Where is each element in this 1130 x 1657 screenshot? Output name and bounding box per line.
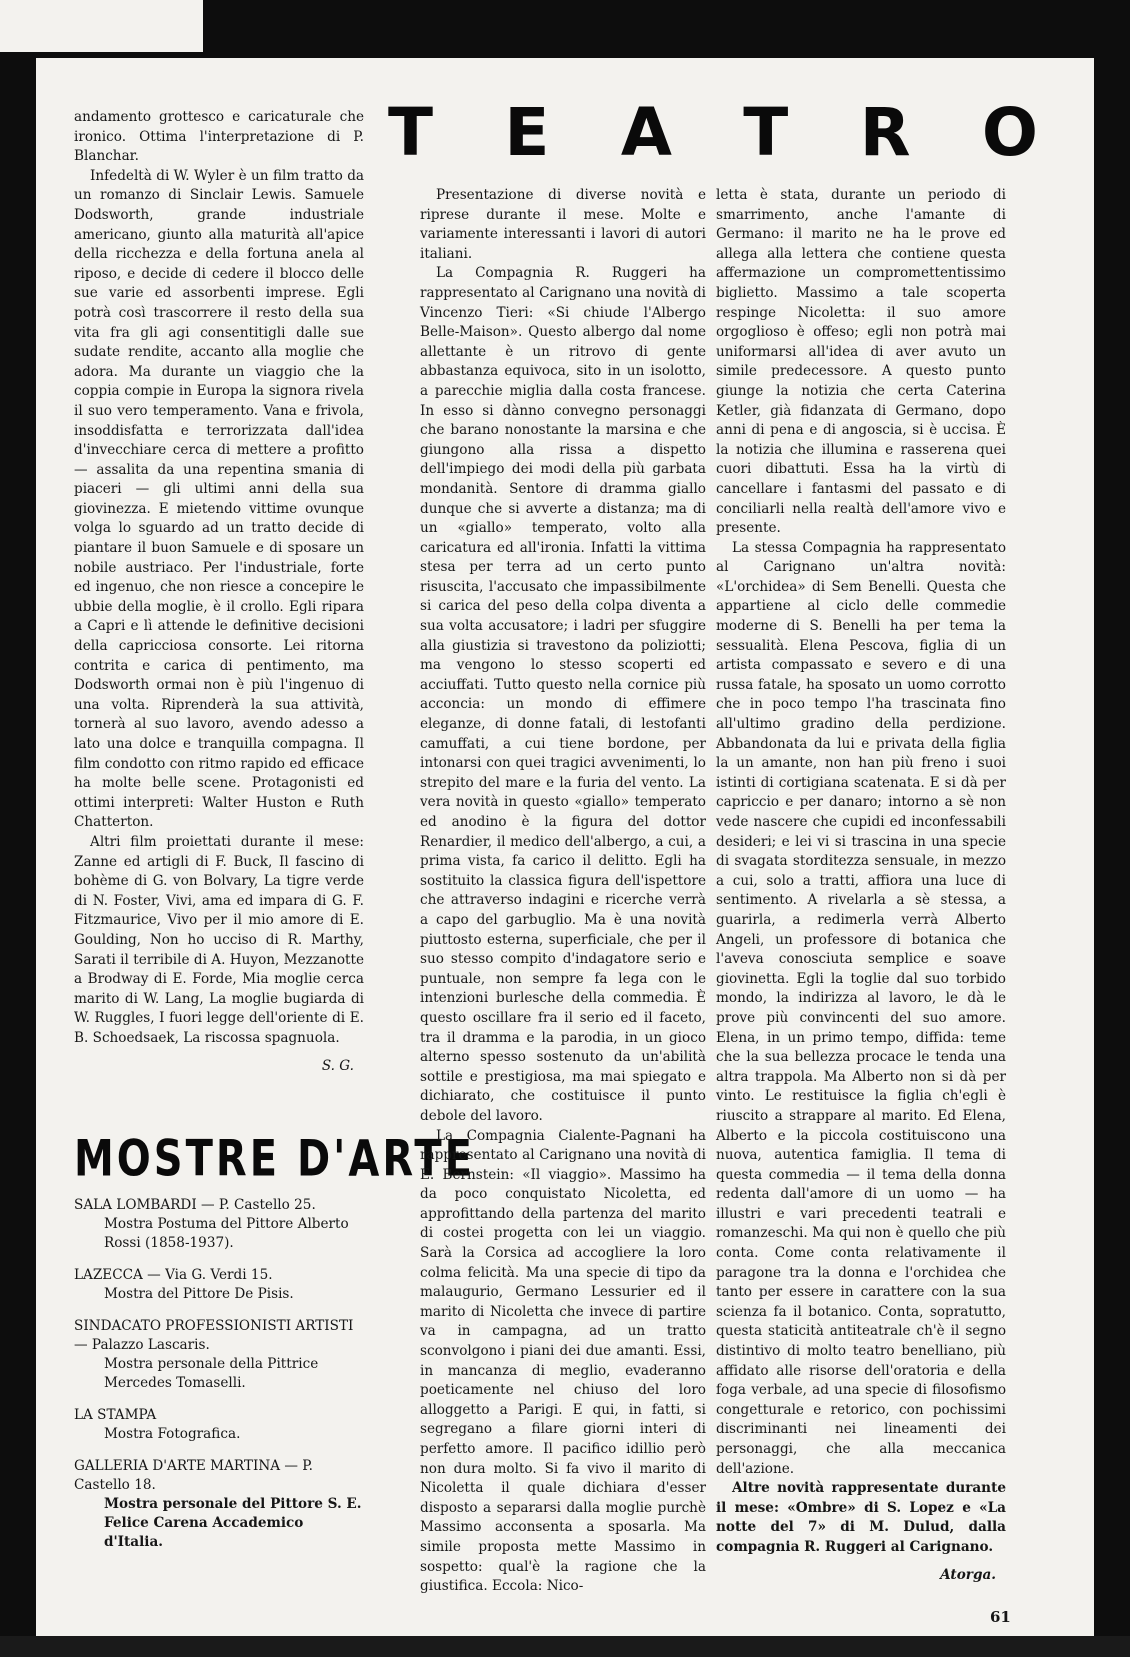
exhibition-item — [74, 1406, 364, 1444]
exhibition-description: Mostra Postuma del Pittore Alberto Rossi (1858-1937). — [104, 1216, 349, 1251]
paragraph: Infedeltà di W. Wyler è un film tratto da un romanzo di Sinclair Lewis. Samuele Dodsworth, grande industriale americano, giunto alla maturità all'apice della ricchezza e della fortuna anela al riposo, e decide di cedere il blocco delle sue varie ed assorbenti imprese. Egli potrà così trascorrere il resto della sua vita fra gli agi consentitigli dalle sue sudate rendite, accanto alla moglie che adora. Ma durante un viaggio che la coppia compie in Europa la signora rivela il suo vero temperamento. Vana e frivola, insoddisfatta e terrorizzata dall'idea d'invecchiare cerca di mettere a profitto — assalita da una repentina smania di piaceri — gli ultimi anni della sua giovinezza. E mietendo vittime ovunque volga lo sguardo ad un tratto decide di piantare il buon Samuele e di sposare un nobile austriaco. Per l'industriale, forte ed ingenuo, che non riesce a concepire le ubbie della moglie, è il crollo. Egli ripara a Capri e lì attende le definitive decisioni della capricciosa consorte. Lei ritorna contrita e carica di pentimento, ma Dodsworth ormai non è più l'ingenuo di una volta. Riprenderà la sua attività, tornerà al suo lavoro, avendo adesso a lato una dolce e tranquilla compagna. Il film condotto con ritmo rapido ed efficace ha molte belle scene. Protagonisti ed ottimi interpreti: Walter Huston e Ruth Chatterton. — [74, 167, 364, 831]
paragraph: La stessa Compagnia ha rappresentato al Carignano un'altra novità: «L'orchidea» di Sem Benelli. Questa che appartiene al ciclo delle commedie moderne di S. Benelli ha per tema la sessualità. Elena Pescova, figlia di un artista compassato e severo e di una russa fatale, ha sposato un uomo corrotto che in poco tempo l'ha trascinata fino all'ultimo gradino della perdizione. Abbandonata da lui e privata della figlia la un amante, non han più freno i suoi istinti di cortigiana scatenata. E si dà per capriccio e per danaro; intorno a sè non vede nascere che cupidi ed inconfessabili desideri; e lei vi si trascina in una specie di svagata storditezza sensuale, in mezzo a cui, solo a tratti, affiora una luce di sentimento. A rivelarla a sè stessa, a guarirla, a redimerla verrà Alberto Angeli, un professore di botanica che l'aveva conosciuta semplice e soave giovinetta. Egli la toglie dal suo torbido mondo, la indirizza al lavoro, le dà le prove più convincenti del suo amore. Elena, in un primo tempo, diffida: teme che la sua bellezza procace le tenda una altra trappola. Ma Alberto non si dà per vinto. Le restituisce la figlia ch'egli è riuscito a strappare al marito. Ed Elena, Alberto e la piccola costituiscono una nuova, autentica famiglia. Il tema di questa commedia — il tema della donna redenta dall'amore di un uomo — ha illustri e vari precedenti teatrali e romanzeschi. Ma qui non è quello che più conta. Come conta relativamente il paragone tra la donna e l'orchidea che tanto per essere in carattere con la sua scienza fa il botanico. Conta, sopratutto, questa staticità antiteatrale ch'è il segno distintivo di molto teatro benelliano, più affidato alle risorse dell'oratoria e della foga verbale, ad una specie di filosofismo congetturale e retorico, con pochissimi discriminanti nei lineamenti dei personaggi, che alla meccanica dell'azione. — [716, 539, 1006, 1477]
venue-name: GALLERIA D'ARTE MARTINA — P. Castello 18. — [74, 1458, 313, 1493]
theatre-column-b — [716, 186, 1006, 1585]
paragraph: andamento grottesco e caricaturale che ironico. Ottima l'interpretazione di P. Blanchar. — [74, 109, 364, 165]
paragraph: La Compagnia R. Ruggeri ha rappresentato al Carignano una novità di Vincenzo Tieri: «Si chiude l'Albergo Belle-Maison». Questo albergo dal nome allettante è un ritrovo di gente abbastanza equivoca, sito in un isolotto, a parecchie miglia dalla costa francese. In esso si dànno convegno personaggi che barano nonostante la marsina e che giungono alla rissa a dispetto dell'impiego dei modi della più garbata mondanità. Sentore di dramma giallo dunque che si avverte a distanza; ma di un «giallo» temperato, volto alla caricatura ed all'ironia. Infatti la vittima stesa per terra ad un certo punto risuscita, l'accusato che impassibilmente si carica del peso della colpa diventa a sua volta accusatore; i ladri per sfuggire alla giustizia si travestono da poliziotti; ma vengono lo stesso scoperti ed acciuffati. Tutto questo nella cornice più acconcia: un mondo di effimere eleganze, di donne fatali, di lestofanti camuffati, a cui tiene bordone, per intonarsi con quei tragici avvenimenti, lo strepito del mare e la furia del vento. La vera novità in questo «giallo» temperato ed anodino è la figura del dottor Renardier, il medico dell'albergo, a cui, a prima vista, fa carico il delitto. Egli ha sostituito la classica figura dell'ispettore che attraverso indagini e ricerche verrà a capo del garbuglio. Ma è una novità piuttosto esterna, superficiale, che per il suo stesso compito d'indagatore serio e puntuale, non sempre fa lega con le intenzioni burlesche della commedia. È questo oscillare fra il serio ed il faceto, tra il dramma e la parodia, in un gioco alterno spesso sostenuto da un'abilità sottile e prestigiosa, ma mai spiegato e dichiarato, che costituisce il punto debole del lavoro. — [420, 265, 706, 1124]
exhibition-item — [74, 1317, 364, 1393]
scan-margin — [0, 0, 203, 52]
exhibition-description: Mostra personale del Pittore S. E. Felice Carena Accademico d'Italia. — [104, 1496, 362, 1550]
theatre-column-a — [420, 186, 706, 1597]
exhibition-list — [74, 1196, 364, 1565]
cinema-review-column — [74, 108, 364, 1076]
exhibition-item — [74, 1196, 364, 1253]
page-number: 61 — [990, 1608, 1011, 1626]
exhibition-item — [74, 1266, 364, 1304]
author-signature: S. G. — [321, 1057, 354, 1074]
venue-name: LA STAMPA — [74, 1407, 157, 1423]
exhibition-description: Mostra Fotografica. — [104, 1426, 241, 1442]
section-title-teatro — [388, 94, 1038, 171]
title-letter: A — [620, 94, 672, 171]
title-letter: T — [743, 94, 789, 171]
scan-dot — [1070, 132, 1074, 136]
title-letter: E — [504, 94, 550, 171]
paragraph: Altre novità rappresentate durante il mese: «Ombre» di S. Lopez e «La notte del 7» di M. Dulud, dalla compagnia R. Ruggeri al Carignano. — [716, 1480, 1006, 1555]
title-letter: R — [859, 94, 911, 171]
paragraph: letta è stata, durante un periodo di smarrimento, anche l'amante di Germano: il marito ne ha le prove ed allega alla lettera che contiene questa affermazione un compromettentissimo biglietto. Massimo a tale scoperta respinge Nicoletta: il suo amore orgoglioso è offeso; egli non potrà mai uniformarsi all'idea di aver avuto un simile predecessore. A questo punto giunge la notizia che certa Caterina Ketler, già fidanzata di Germano, dopo anni di pena e di angoscia, si è uccisa. È la notizia che illumina e rasserena quei cuori dibattuti. Essa ha la virtù di cancellare i fantasmi del passato e di conciliarli nella realtà dell'amore vivo e presente. — [716, 187, 1006, 537]
paragraph: Altri film proiettati durante il mese: Zanne ed artigli di F. Buck, Il fascino di bohème di G. von Bolvary, La tigre verde di N. Foster, Vivi, ama ed impara di G. F. Fitzmaurice, Vivo per il mio amore di E. Goulding, Non ho ucciso di R. Marthy, Sarati il terribile di A. Huyon, Mezzanotte a Brodway di E. Forde, Mia moglie cerca marito di W. Lang, La moglie bugiarda di W. Ruggles, I fuori legge dell'oriente di E. B. Schoedsaek, La riscossa spagnuola. — [74, 833, 364, 1046]
author-signature: Atorga. — [940, 1566, 996, 1583]
title-letter: T — [388, 94, 434, 171]
exhibition-description: Mostra personale della Pittrice Mercedes Tomaselli. — [104, 1356, 319, 1391]
title-letter: O — [981, 94, 1038, 171]
venue-name: SINDACATO PROFESSIONISTI ARTISTI — Palazzo Lascaris. — [74, 1318, 354, 1353]
scan-bottom-edge — [0, 1636, 1130, 1657]
paragraph: Presentazione di diverse novità e riprese durante il mese. Molte e variamente interessanti i lavori di autori italiani. — [420, 187, 706, 262]
venue-name: LAZECCA — Via G. Verdi 15. — [74, 1267, 273, 1283]
magazine-page — [36, 58, 1094, 1648]
paragraph: La Compagnia Cialente-Pagnani ha rappresentato al Carignano una novità di E. Bernstein: «Il viaggio». Massimo ha da poco conquistato Nicoletta, ed approfittando della partenza del marito di costei progetta con lei un viaggio. Sarà la Corsica ad accogliere la loro colma felicità. Ma una specie di tipo da malaugurio, Germano Lessurier ed il marito di Nicoletta che invece di partire va in campagna, ad un tratto sconvolgono i piani dei due amanti. Essi, in mancanza di meglio, evaderanno poeticamente nel chiuso del loro alloggetto a Parigi. E qui, in fatti, si segregano a filare giorni interi di perfetto amore. Il pacifico idillio però non dura molto. Si fa vivo il marito di Nicoletta il quale dichiara d'esser disposto a separarsi dalla moglie purchè Massimo acconsenta a sposarla. Ma simile proposta mette Massimo in sospetto: qual'è la ragione che la giustifica. Eccola: Nico- — [420, 1127, 706, 1595]
exhibition-description: Mostra del Pittore De Pisis. — [104, 1286, 294, 1302]
exhibition-item — [74, 1457, 364, 1552]
mostre-section-title: MOSTRE D'ARTE — [74, 1130, 475, 1188]
venue-name: SALA LOMBARDI — P. Castello 25. — [74, 1197, 316, 1213]
